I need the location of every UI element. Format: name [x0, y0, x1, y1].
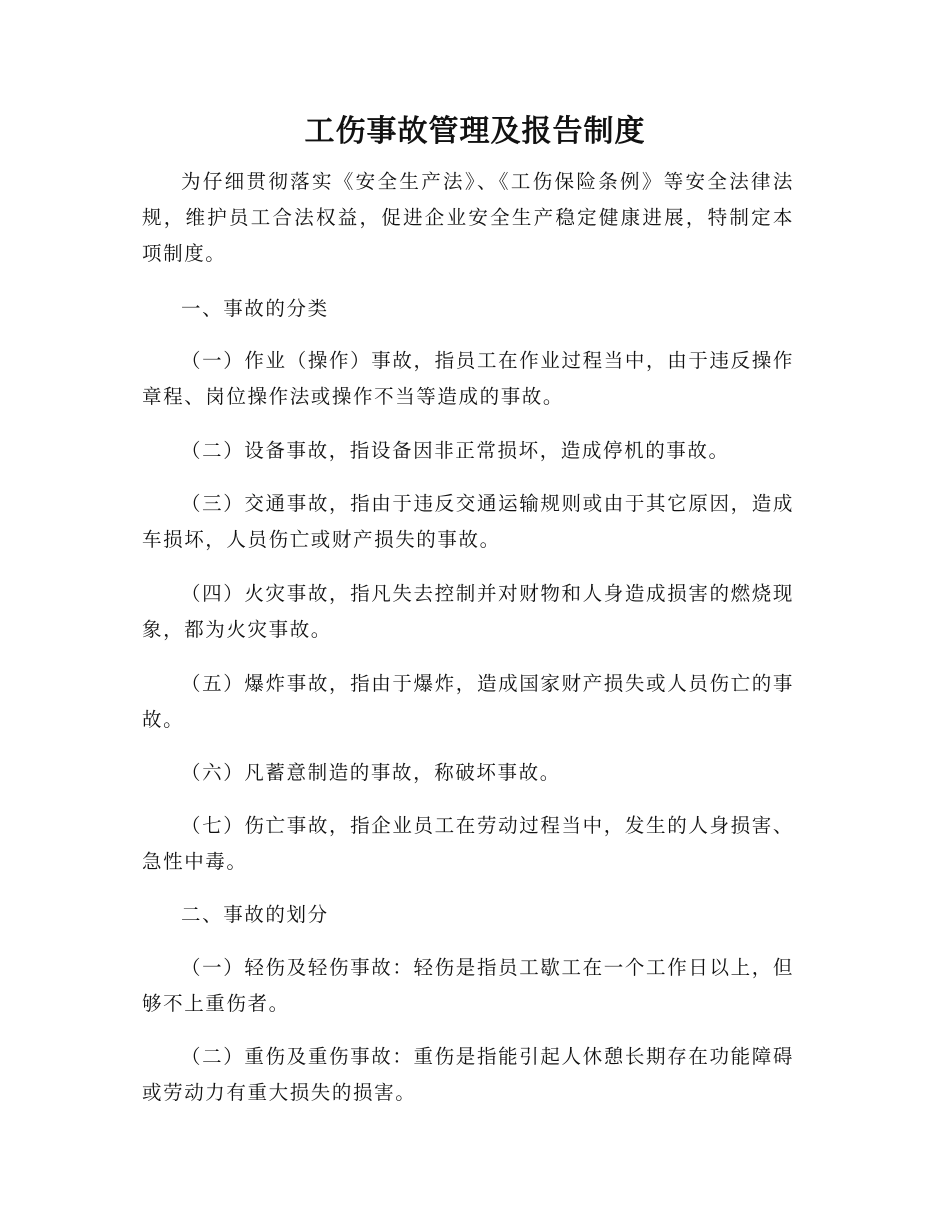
list-item: （二）重伤及重伤事故：重伤是指能引起人休憩长期存在功能障碍或劳动力有重大损失的损害。: [142, 1045, 794, 1104]
list-item: （一）轻伤及轻伤事故：轻伤是指员工歇工在一个工作日以上，但够不上重伤者。: [142, 956, 794, 1015]
list-item: （二）设备事故，指设备因非正常损坏，造成停机的事故。: [181, 439, 730, 462]
section-heading-division: 二、事故的划分: [181, 903, 329, 926]
list-item: （四）火灾事故，指凡失去控制并对财物和人身造成损害的燃烧现象，都为火灾事故。: [142, 582, 794, 641]
list-item: （三）交通事故，指由于违反交通运输规则或由于其它原因，造成车损坏，人员伤亡或财产损失的事故。: [142, 492, 794, 551]
list-item: （七）伤亡事故，指企业员工在劳动过程当中，发生的人身损害、急性中毒。: [142, 814, 794, 873]
page-title: 工伤事故管理及报告制度: [304, 114, 646, 149]
intro-paragraph: 为仔细贯彻落实《安全生产法》、《工伤保险条例》等安全法律法规，维护员工合法权益，促进企业安全生产稳定健康进展，特制定本项制度。: [142, 170, 794, 265]
list-item: （五）爆炸事故，指由于爆炸，造成国家财产损失或人员伤亡的事故。: [142, 672, 794, 731]
list-item: （六）凡蓄意制造的事故，称破坏事故。: [181, 761, 561, 784]
list-item: （一）作业（操作）事故，指员工在作业过程当中，由于违反操作章程、岗位操作法或操作不当等造成的事故。: [142, 349, 794, 408]
section-heading-classification: 一、事故的分类: [181, 297, 329, 320]
